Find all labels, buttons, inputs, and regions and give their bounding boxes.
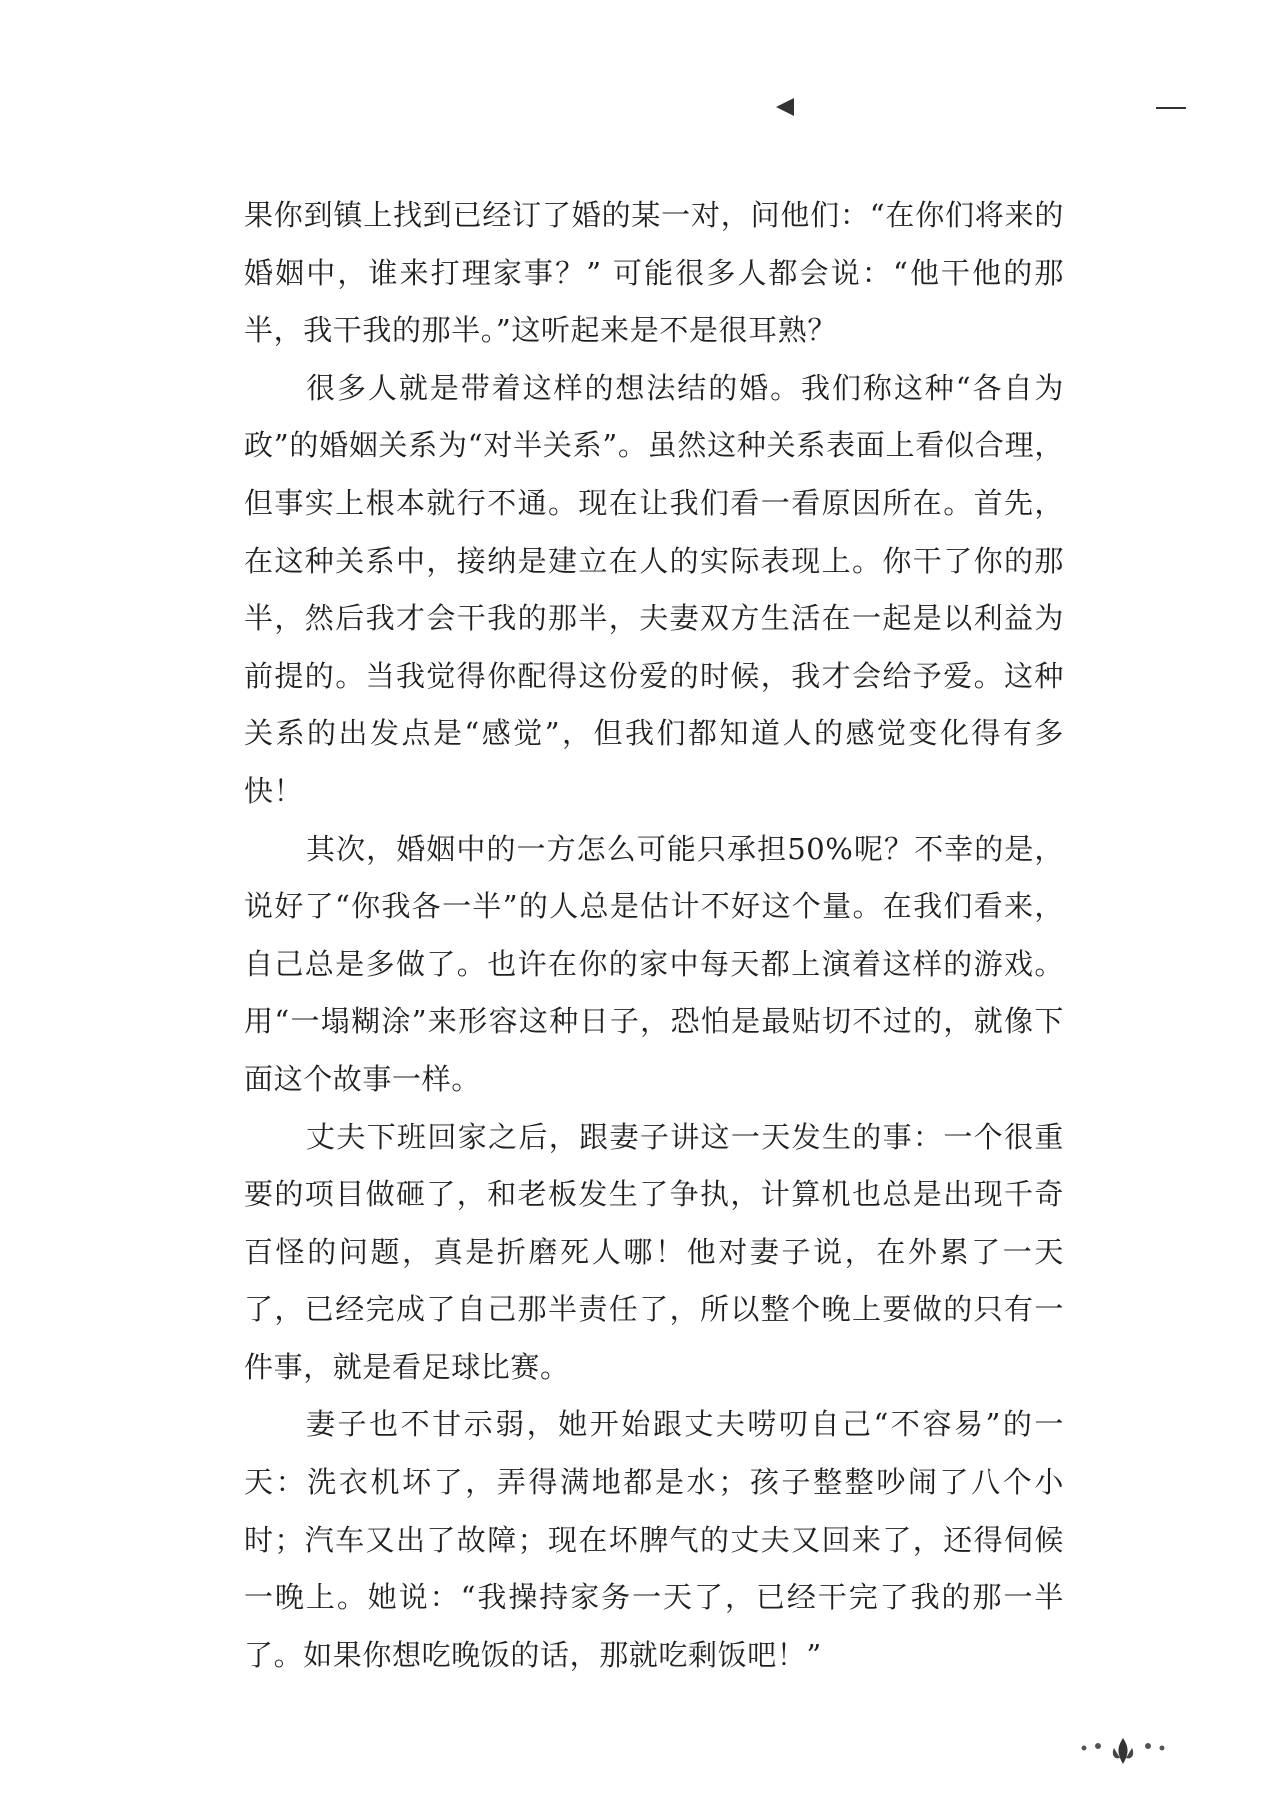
- paragraph: 丈夫下班回家之后，跟妻子讲这一天发生的事：一个很重要的项目做砸了，和老板发生了争执，计算机也总是出现千奇百怪的问题，真是折磨死人哪！他对妻子说，在外累了一天了，已经完成了自己那半责任了，所以整个晚上要做的只有一件事，就是看足球比赛。: [244, 1119, 1064, 1384]
- header-triangle-ornament: [776, 98, 794, 116]
- paragraph: 很多人就是带着这样的想法结的婚。我们称这种“各自为政”的婚姻关系为“对半关系”。虽然这种关系表面上看似合理，但事实上根本就行不通。现在让我们看一看原因所在。首先，在这种关系中，接纳是建立在人的实际表现上。你干了你的那半，然后我才会干我的那半，夫妻双方生活在一起是以利益为前提的。当我觉得你配得这份爱的时候，我才会给予爱。这种关系的出发点是“感觉”，但我们都知道人的感觉变化得有多快！: [244, 370, 1064, 808]
- paragraph: 其次，婚姻中的一方怎么可能只承担50%呢？不幸的是，说好了“你我各一半”的人总是估计不好这个量。在我们看来，自己总是多做了。也许在你的家中每天都上演着这样的游戏。用“一塌糊涂”来形容这种日子，恐怕是最贴切不过的，就像下面这个故事一样。: [244, 831, 1064, 1096]
- paragraph-continued: 果你到镇上找到已经订了婚的某一对，问他们：“在你们将来的婚姻中，谁来打理家事？” 可能很多人都会说：“他干他的那半，我干我的那半。”这听起来是不是很耳熟？: [244, 198, 1064, 348]
- paragraph: 妻子也不甘示弱，她开始跟丈夫唠叨自己“不容易”的一天：洗衣机坏了，弄得满地都是水；孩子整整吵闹了八个小时；汽车又出了故障；现在坏脾气的丈夫又回来了，还得伺候一晚上。她说：“我操持家务一天了，已经干完了我的那一半了。如果你想吃晚饭的话，那就吃剩饭吧！”: [244, 1407, 1064, 1672]
- header-rule: [1156, 107, 1186, 109]
- page-body: [244, 187, 1064, 1684]
- footer-ornament-icon: [1078, 1734, 1168, 1770]
